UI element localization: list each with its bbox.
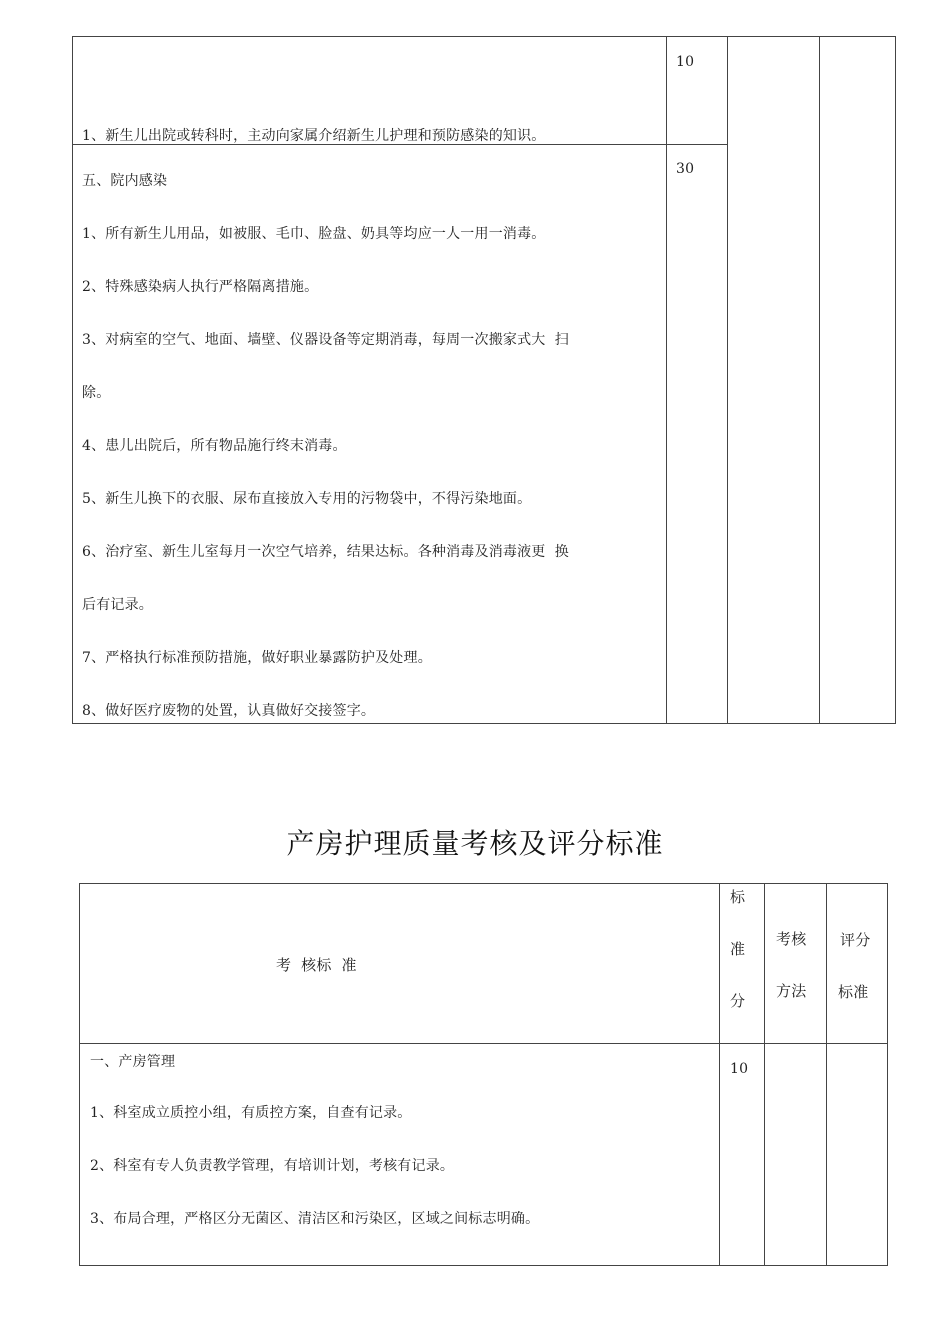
table-2-right-border [887, 883, 888, 1266]
section-heading: 五、院内感染 [82, 173, 168, 189]
criteria-line: 7、严格执行标准预防措施，做好职业暴露防护及处理。 [82, 650, 432, 666]
table-1-top-border [72, 36, 896, 37]
criteria-line: 5、新生儿换下的衣服、尿布直接放入专用的污物袋中，不得污染地面。 [82, 491, 532, 507]
header-method: 方法 [776, 982, 807, 1000]
table-1-right-border [895, 36, 896, 724]
score-value: 10 [730, 1061, 749, 1077]
criteria-line: 6、治疗室、新生儿室每月一次空气培养，结果达标。各种消毒及消毒液更 换 [82, 544, 570, 560]
page-title: 产房护理质量考核及评分标准 [286, 827, 664, 860]
table-2-header-divider [79, 1043, 888, 1044]
criteria-line: 2、科室有专人负责教学管理，有培训计划，考核有记录。 [90, 1158, 455, 1174]
table-1-col-divider-3 [819, 36, 820, 724]
criteria-line: 8、做好医疗废物的处置，认真做好交接签字。 [82, 703, 376, 719]
criteria-line: 1、所有新生儿用品，如被服、毛巾、脸盘、奶具等均应一人一用一消毒。 [82, 226, 546, 242]
header-score: 准 [730, 940, 746, 958]
criteria-line: 2、特殊感染病人执行严格隔离措施。 [82, 279, 319, 295]
header-criteria: 考 核标 准 [276, 956, 357, 974]
header-method: 考核 [776, 930, 807, 948]
header-score: 标 [730, 888, 746, 906]
table-1-col-divider-1 [666, 36, 667, 724]
criteria-line: 3、对病室的空气、地面、墙壁、仪器设备等定期消毒，每周一次搬家式大 扫 [82, 332, 570, 348]
table-1-bottom-border [72, 723, 896, 724]
header-rating: 评分 [840, 931, 871, 949]
table-2-top-border [79, 883, 888, 884]
criteria-line: 4、患儿出院后，所有物品施行终末消毒。 [82, 438, 347, 454]
table-1-left-border [72, 36, 73, 724]
score-value: 10 [676, 54, 695, 70]
score-value: 30 [676, 161, 695, 177]
criteria-line: 3、布局合理，严格区分无菌区、清洁区和污染区，区域之间标志明确。 [90, 1211, 540, 1227]
criteria-line: 后有记录。 [82, 597, 153, 613]
header-score: 分 [730, 992, 746, 1010]
section-heading: 一、产房管理 [90, 1054, 176, 1070]
criteria-line: 除。 [82, 385, 111, 401]
table-2-left-border [79, 883, 80, 1266]
table-1-col-divider-2 [727, 36, 728, 724]
table-2-col-divider-1 [719, 883, 720, 1266]
header-rating: 标准 [838, 983, 869, 1001]
criteria-line: 1、新生儿出院或转科时，主动向家属介绍新生儿护理和预防感染的知识。 [82, 128, 546, 144]
table-2-col-divider-3 [826, 883, 827, 1266]
table-2-col-divider-2 [764, 883, 765, 1266]
criteria-line: 1、科室成立质控小组，有质控方案，自查有记录。 [90, 1105, 412, 1121]
table-2-bottom-border [79, 1265, 888, 1266]
